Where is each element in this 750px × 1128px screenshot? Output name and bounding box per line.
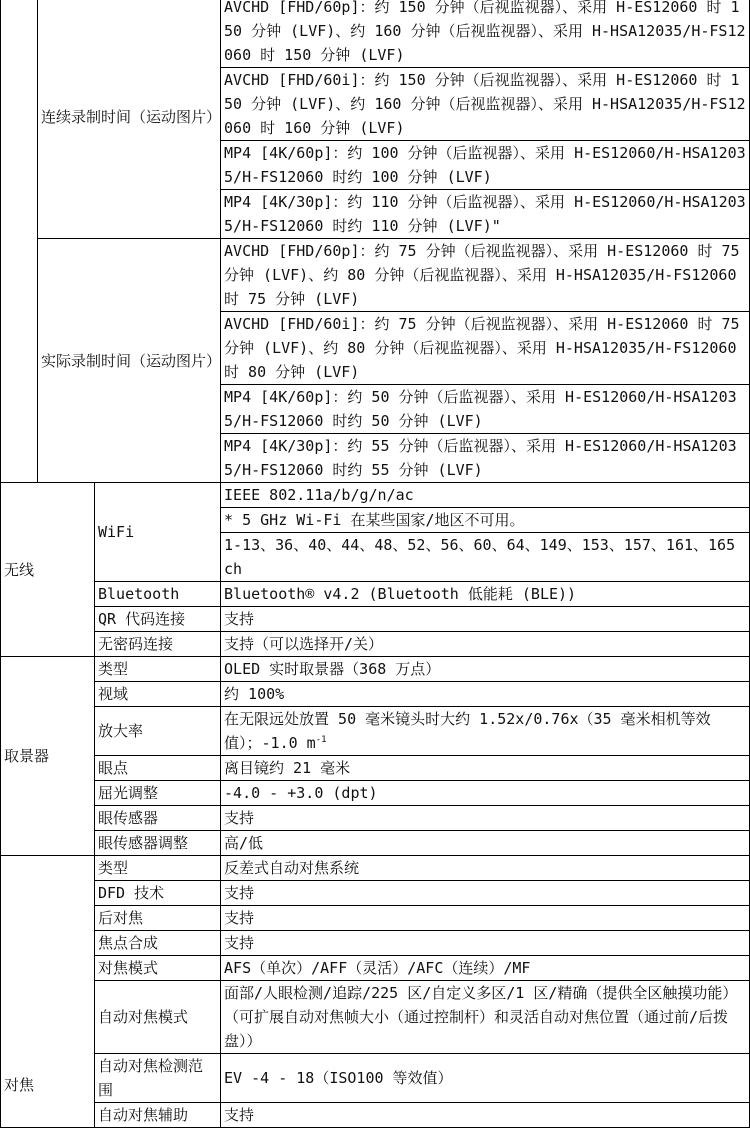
wifi-value: 1-13、36、40、44、48、52、56、60、64、149、153、157、161、165 ch (221, 533, 750, 582)
vf-magnification-value (221, 707, 750, 756)
af-assist-value: 支持 (221, 1103, 750, 1128)
table-row (1, 806, 750, 831)
vf-field-label: 视域 (95, 682, 221, 707)
continuous-recording-value: MP4 [4K/60p]：约 100 分钟（后监视器）、采用 H-ES12060/H-HSA12035/H-FS12060 时约 100 分钟 (LVF) (221, 141, 750, 190)
table-row (1, 881, 750, 906)
table-row (1, 0, 750, 68)
focus-label: 对焦 (1, 856, 95, 1128)
vf-magnification-text: 在无限远处放置 50 毫米镜头时大约 1.52x/0.76x（35 毫米相机等效值）；-1.0 m (224, 710, 711, 752)
actual-recording-value: MP4 [4K/60p]：约 50 分钟（后监视器）、采用 H-ES12060/H-HSA12035/H-FS12060 时约 50 分钟 (LVF) (221, 385, 750, 434)
actual-recording-value: AVCHD [FHD/60p]：约 75 分钟（后视监视器）、采用 H-ES12060 时 75 分钟 (LVF)、约 80 分钟（后视监视器）、采用 H-HSA12035/H-FS12060 时 75 分钟 (LVF) (221, 239, 750, 312)
table-row (1, 1103, 750, 1128)
table-row (1, 981, 750, 1054)
af-mode-label: 自动对焦模式 (95, 981, 221, 1054)
vf-field-value: 约 100% (221, 682, 750, 707)
actual-recording-value: AVCHD [FHD/60i]：约 75 分钟（后视监视器）、采用 H-ES12060 时 75 分钟 (LVF)、约 80 分钟（后视监视器）、采用 H-HSA12035/H-FS12060 时 80 分钟 (LVF) (221, 312, 750, 385)
table-row (1, 707, 750, 756)
continuous-recording-value: MP4 [4K/30p]：约 110 分钟（后监视器）、采用 H-ES12060/H-HSA12035/H-FS12060 时约 110 分钟 (LVF)" (221, 190, 750, 239)
wireless-label: 无线 (1, 483, 95, 657)
vf-eye-sensor-label: 眼传感器 (95, 806, 221, 831)
dfd-value: 支持 (221, 881, 750, 906)
passwordless-label: 无密码连接 (95, 632, 221, 657)
post-focus-value: 支持 (221, 906, 750, 931)
wifi-value: IEEE 802.11a/b/g/n/ac (221, 483, 750, 508)
focus-type-value: 反差式自动对焦系统 (221, 856, 750, 881)
vf-magnification-exponent: -1 (315, 735, 327, 745)
qr-connect-value: 支持 (221, 607, 750, 632)
af-assist-label: 自动对焦辅助 (95, 1103, 221, 1128)
actual-recording-label: 实际录制时间（运动图片） (38, 239, 221, 483)
focus-stacking-value: 支持 (221, 931, 750, 956)
focus-mode-label: 对焦模式 (95, 956, 221, 981)
vf-eyepoint-value: 离目镜约 21 毫米 (221, 756, 750, 781)
table-row (1, 239, 750, 312)
qr-connect-label: QR 代码连接 (95, 607, 221, 632)
table-row (1, 831, 750, 856)
table-row (1, 607, 750, 632)
passwordless-value: 支持（可以选择开/关） (221, 632, 750, 657)
focus-mode-value: AFS（单次）/AFF（灵活）/AFC（连续）/MF (221, 956, 750, 981)
bluetooth-value: Bluetooth® v4.2 (Bluetooth 低能耗 (BLE)) (221, 582, 750, 607)
af-range-value: EV -4 - 18（ISO100 等效值） (221, 1054, 750, 1103)
vf-type-label: 类型 (95, 657, 221, 682)
table-row (1, 781, 750, 806)
table-row (1, 582, 750, 607)
dfd-label: DFD 技术 (95, 881, 221, 906)
vf-type-value: OLED 实时取景器（368 万点） (221, 657, 750, 682)
vf-eye-sensor-value: 支持 (221, 806, 750, 831)
table-row (1, 682, 750, 707)
viewfinder-label: 取景器 (1, 657, 95, 856)
table-row (1, 931, 750, 956)
vf-magnification-label: 放大率 (95, 707, 221, 756)
focus-stacking-label: 焦点合成 (95, 931, 221, 956)
af-range-label: 自动对焦检测范围 (95, 1054, 221, 1103)
focus-type-label: 类型 (95, 856, 221, 881)
vf-diopter-label: 屈光调整 (95, 781, 221, 806)
actual-recording-value: MP4 [4K/30p]：约 55 分钟（后监视器）、采用 H-ES12060/H-HSA12035/H-FS12060 时约 55 分钟 (LVF) (221, 434, 750, 483)
vf-eye-sensor-adjust-label: 眼传感器调整 (95, 831, 221, 856)
bluetooth-label: Bluetooth (95, 582, 221, 607)
continuous-recording-value: AVCHD [FHD/60p]：约 150 分钟（后视监视器）、采用 H-ES12060 时 150 分钟 (LVF)、约 160 分钟（后视监视器）、采用 H-HSA12035/H-FS12060 时 150 分钟 (LVF) (221, 0, 750, 68)
wifi-value: * 5 GHz Wi-Fi 在某些国家/地区不可用。 (221, 508, 750, 533)
table-row (1, 483, 750, 508)
table-row (1, 632, 750, 657)
table-row (1, 756, 750, 781)
group-spacer-cell (1, 0, 38, 483)
table-row (1, 956, 750, 981)
table-row (1, 657, 750, 682)
post-focus-label: 后对焦 (95, 906, 221, 931)
vf-diopter-value: -4.0 - +3.0 (dpt) (221, 781, 750, 806)
af-mode-value: 面部/人眼检测/追踪/225 区/自定义多区/1 区/精确（提供全区触摸功能）（可扩展自动对焦帧大小（通过控制杆）和灵活自动对焦位置（通过前/后拨盘）） (221, 981, 750, 1054)
vf-eye-sensor-adjust-value: 高/低 (221, 831, 750, 856)
continuous-recording-value: AVCHD [FHD/60i]：约 150 分钟（后视监视器）、采用 H-ES12060 时 150 分钟 (LVF)、约 160 分钟（后视监视器）、采用 H-HSA12035/H-FS12060 时 160 分钟 (LVF) (221, 68, 750, 141)
wifi-label: WiFi (95, 483, 221, 582)
table-row (1, 856, 750, 881)
table-row (1, 1054, 750, 1103)
continuous-recording-label: 连续录制时间（运动图片） (38, 0, 221, 239)
vf-eyepoint-label: 眼点 (95, 756, 221, 781)
table-row (1, 906, 750, 931)
